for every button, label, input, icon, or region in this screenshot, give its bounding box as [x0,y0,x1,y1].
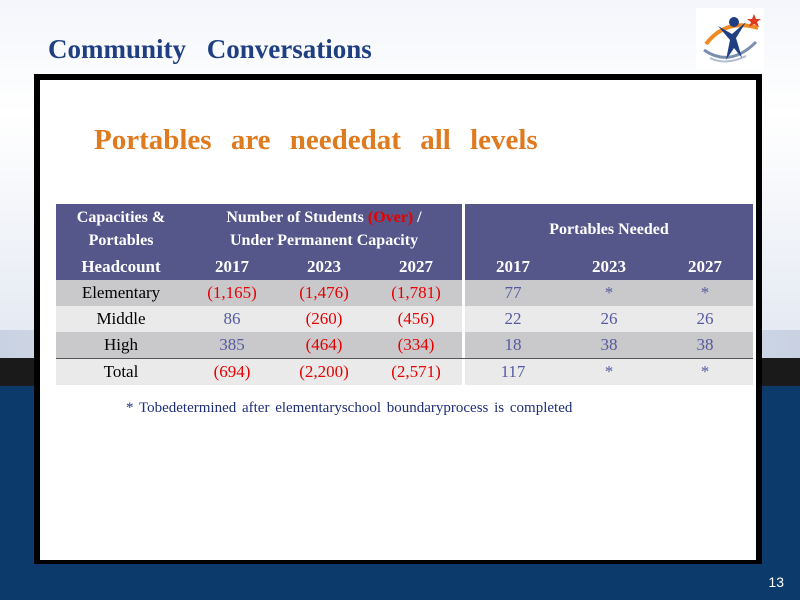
year-header: 2017 [465,254,561,280]
table-cell: (694) [186,359,278,386]
slide-card [34,74,762,564]
corner-header: Capacities & Portables [56,204,186,254]
slide-subtitle: Portables are neededat all levels [94,124,538,156]
table-row [56,280,753,306]
year-header: 2017 [186,254,278,280]
table-cell: * [657,280,753,306]
page-number: 13 [768,574,784,590]
slide-content [40,80,756,560]
table-cell: 385 [186,332,278,359]
year-header: 2023 [278,254,370,280]
table-cell: * [657,359,753,386]
table-row [56,359,753,386]
page-title: Community Conversations [48,34,372,64]
table-cell: 86 [186,306,278,332]
portables-header: Portables Needed [465,204,753,254]
table-cell: * [561,280,657,306]
table-cell: 26 [561,306,657,332]
year-header: 2027 [657,254,753,280]
footnote: * Tobedetermined after elementaryschool boundaryprocess is completed [126,400,573,416]
table-cell: 38 [657,332,753,359]
table-cell: 77 [465,280,561,306]
table-cell: 117 [465,359,561,386]
table-cell: 38 [561,332,657,359]
table-cell: (1,476) [278,280,370,306]
table-cell: 22 [465,306,561,332]
year-header: 2023 [561,254,657,280]
headcount-header: Headcount [56,254,186,280]
capacity-table [56,204,753,385]
table-cell: 26 [657,306,753,332]
row-label: Middle [56,306,186,332]
table-cell: (2,571) [370,359,462,386]
person-star-globe-icon [696,8,764,70]
row-label: Total [56,359,186,386]
table-cell: (260) [278,306,370,332]
students-header: Number of Students (Over) / Under Permanent Capacity [186,204,462,254]
over-label: (Over) [367,209,414,226]
table-cell: (456) [370,306,462,332]
table-row [56,306,753,332]
table-cell: (464) [278,332,370,359]
row-label: High [56,332,186,359]
table-cell: 18 [465,332,561,359]
table-row [56,332,753,359]
row-label: Elementary [56,280,186,306]
table-cell: (1,781) [370,280,462,306]
table-cell: (1,165) [186,280,278,306]
table-cell: (2,200) [278,359,370,386]
table-cell: (334) [370,332,462,359]
logo [696,8,764,70]
table-cell: * [561,359,657,386]
year-header: 2027 [370,254,462,280]
